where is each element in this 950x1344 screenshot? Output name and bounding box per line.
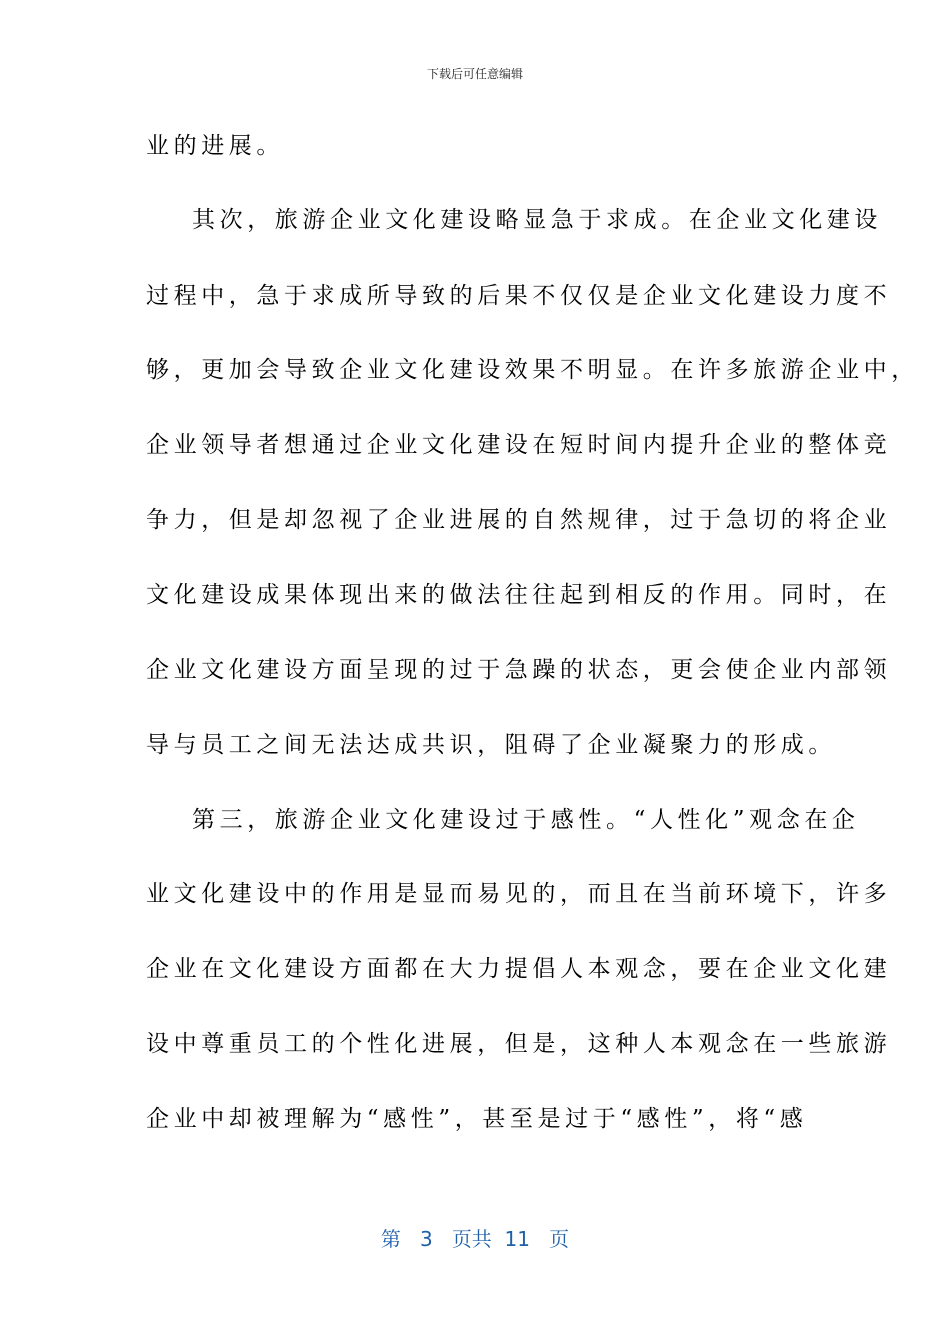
- body-line: 够，更加会导致企业文化建设效果不明显。在许多旅游企业中，: [146, 357, 919, 383]
- footer-middle: 页共: [451, 1227, 492, 1251]
- total-pages-number: 11: [504, 1227, 530, 1251]
- body-line: 第三，旅游企业文化建设过于感性。“人性化”观念在企: [192, 807, 860, 833]
- body-line: 过程中，急于求成所导致的后果不仅仅是企业文化建设力度不: [146, 283, 892, 309]
- body-line: 文化建设成果体现出来的做法往往起到相反的作用。同时，在: [146, 582, 892, 608]
- body-line: 业的进展。: [146, 133, 284, 159]
- body-line: 导与员工之间无法达成共识，阻碍了企业凝聚力的形成。: [146, 732, 836, 758]
- body-line: 企业在文化建设方面都在大力提倡人本观念，要在企业文化建: [146, 956, 892, 982]
- body-line: 企业文化建设方面呈现的过于急躁的状态，更会使企业内部领: [146, 657, 892, 683]
- footer-suffix: 页: [549, 1227, 570, 1251]
- body-line: 设中尊重员工的个性化进展，但是，这种人本观念在一些旅游: [146, 1031, 892, 1057]
- page-header: 下载后可任意编辑: [426, 67, 523, 81]
- body-line: 业文化建设中的作用是显而易见的，而且在当前环境下，许多: [146, 881, 892, 907]
- page-footer: [0, 1226, 950, 1252]
- body-line: 其次，旅游企业文化建设略显急于求成。在企业文化建设: [192, 207, 882, 233]
- body-line: 企业领导者想通过企业文化建设在短时间内提升企业的整体竞: [146, 432, 892, 458]
- footer-prefix: 第: [380, 1227, 401, 1251]
- body-line: 争力，但是却忽视了企业进展的自然规律，过于急切的将企业: [146, 507, 892, 533]
- body-line: 企业中却被理解为“感性”，甚至是过于“感性”，将“感: [146, 1106, 808, 1132]
- current-page-number: 3: [420, 1227, 433, 1251]
